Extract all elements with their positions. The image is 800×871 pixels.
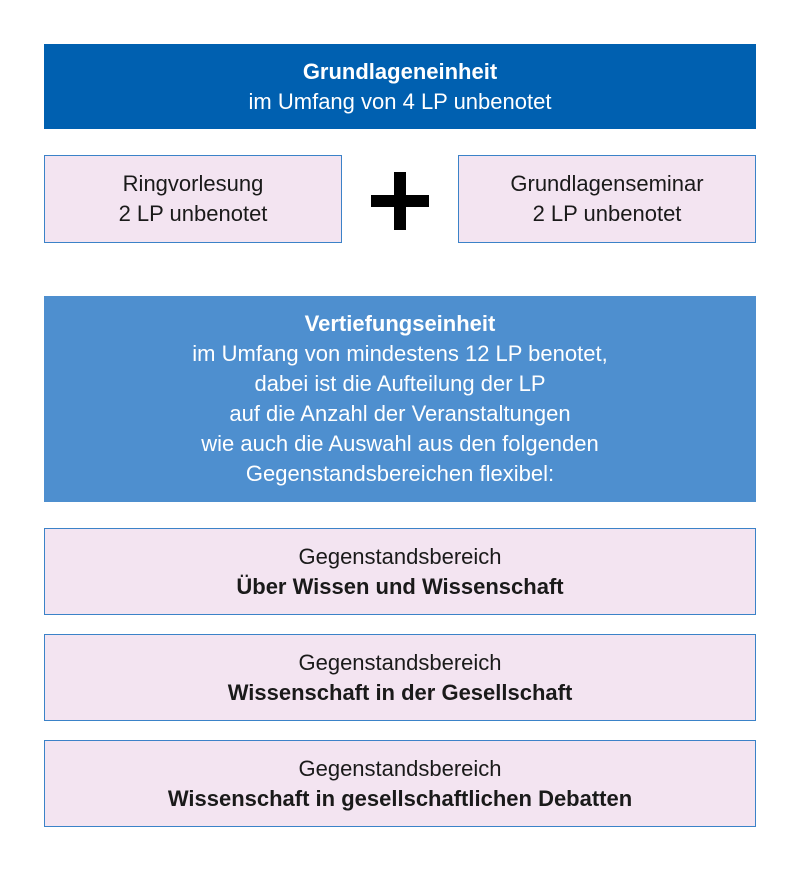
foundation-unit-box [44, 44, 756, 129]
foundation-seminar-name: Grundlagenseminar [510, 171, 704, 196]
specialization-line: dabei ist die Aufteilung der LP [254, 371, 546, 396]
lecture-series-box [44, 155, 342, 243]
subject-area-label: Gegenstandsbereich [298, 649, 502, 675]
foundation-seminar-credits: 2 LP unbenotet [532, 201, 682, 226]
subject-area-label: Gegenstandsbereich [298, 755, 502, 781]
subject-area-box [44, 740, 756, 827]
foundation-unit-subtitle: im Umfang von 4 LP unbenotet [248, 88, 552, 114]
subject-area-name: Über Wissen und Wissenschaft [236, 573, 564, 599]
specialization-unit-title: Vertiefungseinheit [304, 311, 496, 336]
subject-area-label: Gegenstandsbereich [298, 543, 502, 569]
specialization-line: im Umfang von mindestens 12 LP benotet, [192, 341, 608, 366]
specialization-line: wie auch die Auswahl aus den folgenden [201, 431, 599, 456]
specialization-unit-box [44, 296, 756, 502]
lecture-series-credits: 2 LP unbenotet [118, 201, 268, 226]
lecture-series-name: Ringvorlesung [122, 171, 264, 196]
subject-area-name: Wissenschaft in gesellschaftlichen Debatten [167, 785, 633, 811]
foundation-unit-title: Grundlageneinheit [302, 58, 498, 84]
subject-area-box [44, 634, 756, 721]
specialization-line: Gegenstandsbereichen flexibel: [245, 461, 555, 486]
plus-icon [371, 172, 429, 230]
subject-area-name: Wissenschaft in der Gesellschaft [227, 679, 573, 705]
subject-area-box [44, 528, 756, 615]
specialization-line: auf die Anzahl der Veranstaltungen [229, 401, 571, 426]
foundation-seminar-box [458, 155, 756, 243]
